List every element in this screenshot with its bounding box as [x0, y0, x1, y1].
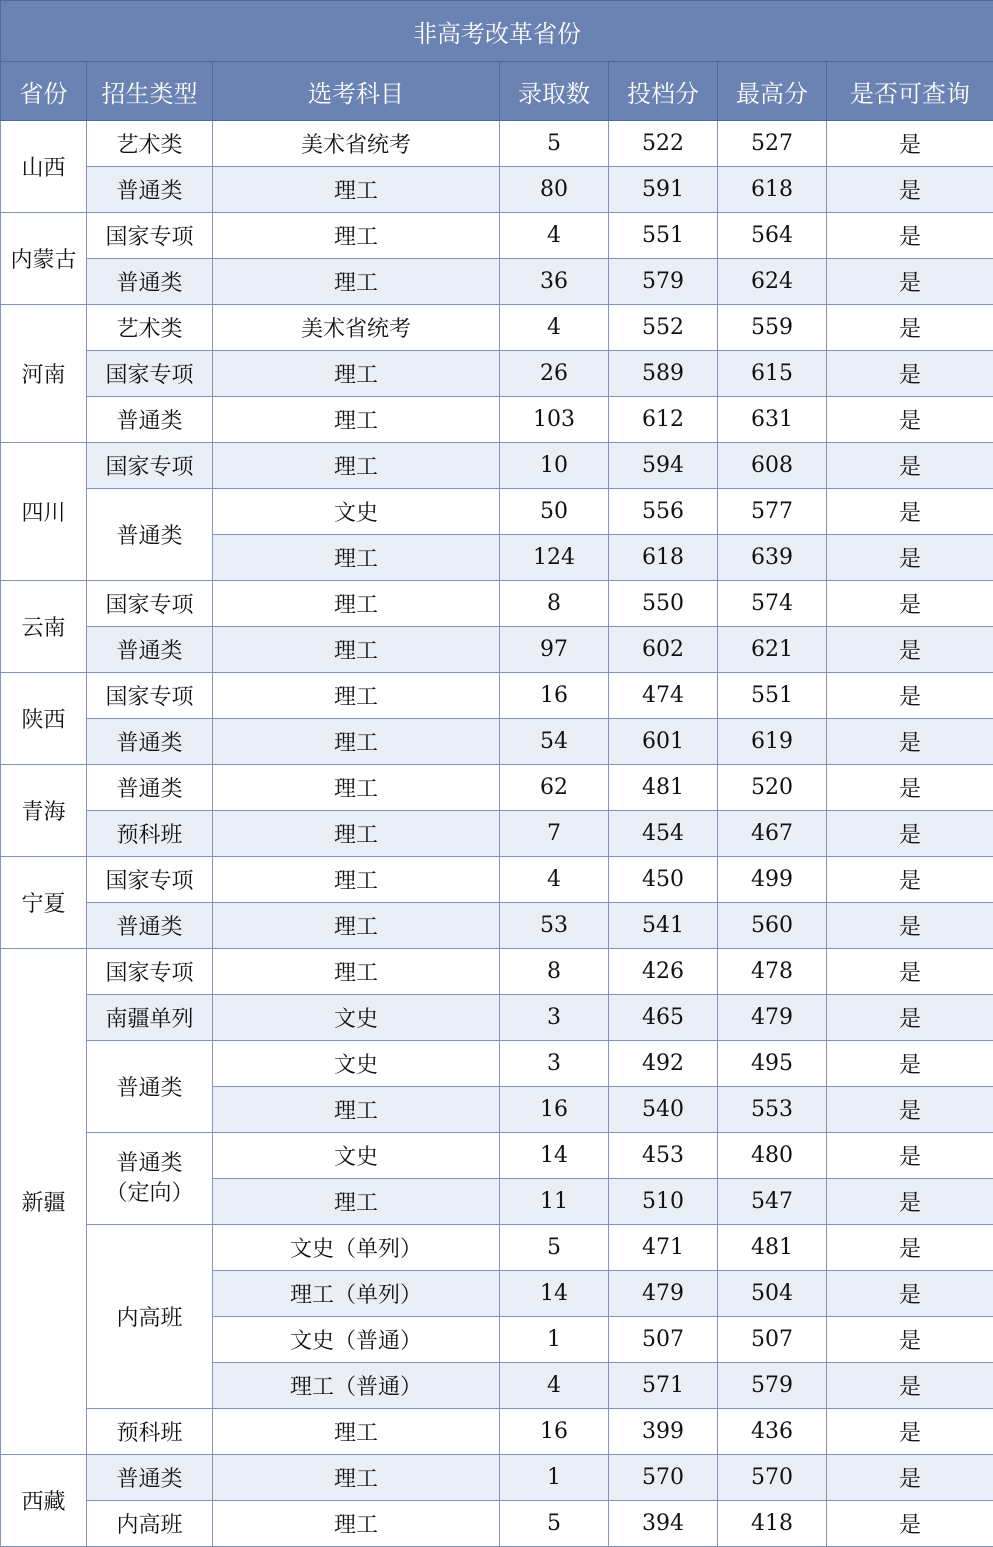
table-row — [1, 673, 993, 719]
province-cell: 内蒙古 — [1, 213, 87, 305]
subject-cell: 理工 — [213, 627, 500, 673]
admission-type-cell: 普通类 — [87, 719, 213, 765]
subject-cell: 理工 — [213, 1455, 500, 1501]
admission-type-cell: 普通类 — [87, 167, 213, 213]
table-title: 非高考改革省份 — [1, 1, 993, 62]
admitted-count-cell: 26 — [500, 351, 609, 397]
queryable-cell: 是 — [827, 1087, 993, 1133]
subject-cell: 理工 — [213, 673, 500, 719]
subject-cell: 理工 — [213, 443, 500, 489]
queryable-cell: 是 — [827, 213, 993, 259]
header-cutoff-score: 投档分 — [609, 62, 718, 121]
admitted-count-cell: 3 — [500, 1041, 609, 1087]
queryable-cell: 是 — [827, 1501, 993, 1547]
admitted-count-cell: 4 — [500, 305, 609, 351]
subject-cell: 文史 — [213, 1041, 500, 1087]
admitted-count-cell: 62 — [500, 765, 609, 811]
highest-score-cell: 481 — [718, 1225, 827, 1271]
queryable-cell: 是 — [827, 1041, 993, 1087]
cutoff-score-cell: 601 — [609, 719, 718, 765]
cutoff-score-cell: 465 — [609, 995, 718, 1041]
subject-cell: 理工 — [213, 167, 500, 213]
queryable-cell: 是 — [827, 1271, 993, 1317]
admitted-count-cell: 1 — [500, 1317, 609, 1363]
highest-score-cell: 504 — [718, 1271, 827, 1317]
admission-type-cell: 内高班 — [87, 1501, 213, 1547]
cutoff-score-cell: 618 — [609, 535, 718, 581]
admitted-count-cell: 1 — [500, 1455, 609, 1501]
province-cell: 陕西 — [1, 673, 87, 765]
province-cell: 河南 — [1, 305, 87, 443]
queryable-cell: 是 — [827, 443, 993, 489]
table-row — [1, 259, 993, 305]
admission-type-cell: 普通类 （定向） — [87, 1133, 213, 1225]
province-cell: 新疆 — [1, 949, 87, 1455]
admitted-count-cell: 16 — [500, 1087, 609, 1133]
highest-score-cell: 564 — [718, 213, 827, 259]
highest-score-cell: 608 — [718, 443, 827, 489]
admitted-count-cell: 124 — [500, 535, 609, 581]
highest-score-cell: 551 — [718, 673, 827, 719]
admission-type-cell: 国家专项 — [87, 443, 213, 489]
admitted-count-cell: 4 — [500, 213, 609, 259]
highest-score-cell: 560 — [718, 903, 827, 949]
table-row — [1, 1041, 993, 1087]
cutoff-score-cell: 426 — [609, 949, 718, 995]
queryable-cell: 是 — [827, 581, 993, 627]
admitted-count-cell: 103 — [500, 397, 609, 443]
header-province: 省份 — [1, 62, 87, 121]
highest-score-cell: 574 — [718, 581, 827, 627]
highest-score-cell: 480 — [718, 1133, 827, 1179]
cutoff-score-cell: 552 — [609, 305, 718, 351]
cutoff-score-cell: 479 — [609, 1271, 718, 1317]
table-row — [1, 351, 993, 397]
subject-cell: 理工 — [213, 949, 500, 995]
subject-cell: 理工 — [213, 811, 500, 857]
queryable-cell: 是 — [827, 305, 993, 351]
highest-score-cell: 478 — [718, 949, 827, 995]
table-row — [1, 811, 993, 857]
highest-score-cell: 547 — [718, 1179, 827, 1225]
table-row — [1, 489, 993, 535]
admitted-count-cell: 5 — [500, 121, 609, 167]
cutoff-score-cell: 453 — [609, 1133, 718, 1179]
table-row — [1, 443, 993, 489]
cutoff-score-cell: 570 — [609, 1455, 718, 1501]
table-row — [1, 903, 993, 949]
admission-type-cell: 国家专项 — [87, 351, 213, 397]
admission-type-cell: 国家专项 — [87, 949, 213, 995]
admission-type-cell: 普通类 — [87, 903, 213, 949]
cutoff-score-cell: 571 — [609, 1363, 718, 1409]
highest-score-cell: 553 — [718, 1087, 827, 1133]
admitted-count-cell: 8 — [500, 581, 609, 627]
admission-type-cell: 普通类 — [87, 1455, 213, 1501]
admission-type-cell: 预科班 — [87, 1409, 213, 1455]
province-cell: 西藏 — [1, 1455, 87, 1547]
queryable-cell: 是 — [827, 121, 993, 167]
admission-type-cell: 普通类 — [87, 397, 213, 443]
table-row — [1, 167, 993, 213]
subject-cell: 理工 — [213, 259, 500, 305]
table-row — [1, 581, 993, 627]
highest-score-cell: 624 — [718, 259, 827, 305]
table-row — [1, 213, 993, 259]
cutoff-score-cell: 551 — [609, 213, 718, 259]
subject-cell: 文史（普通） — [213, 1317, 500, 1363]
cutoff-score-cell: 594 — [609, 443, 718, 489]
subject-cell: 理工 — [213, 535, 500, 581]
subject-cell: 文史 — [213, 995, 500, 1041]
queryable-cell: 是 — [827, 995, 993, 1041]
queryable-cell: 是 — [827, 1409, 993, 1455]
subject-cell: 理工 — [213, 1179, 500, 1225]
admitted-count-cell: 50 — [500, 489, 609, 535]
admission-type-cell: 普通类 — [87, 1041, 213, 1133]
subject-cell: 理工 — [213, 581, 500, 627]
province-cell: 青海 — [1, 765, 87, 857]
header-queryable: 是否可查询 — [827, 62, 993, 121]
highest-score-cell: 495 — [718, 1041, 827, 1087]
cutoff-score-cell: 492 — [609, 1041, 718, 1087]
header-highest-score: 最高分 — [718, 62, 827, 121]
queryable-cell: 是 — [827, 903, 993, 949]
admitted-count-cell: 53 — [500, 903, 609, 949]
table-row — [1, 765, 993, 811]
admitted-count-cell: 14 — [500, 1271, 609, 1317]
admission-type-cell: 艺术类 — [87, 305, 213, 351]
admission-type-cell: 艺术类 — [87, 121, 213, 167]
subject-cell: 理工（普通） — [213, 1363, 500, 1409]
queryable-cell: 是 — [827, 949, 993, 995]
admitted-count-cell: 16 — [500, 1409, 609, 1455]
admission-type-cell: 国家专项 — [87, 857, 213, 903]
highest-score-cell: 520 — [718, 765, 827, 811]
table-row — [1, 1225, 993, 1271]
queryable-cell: 是 — [827, 489, 993, 535]
cutoff-score-cell: 541 — [609, 903, 718, 949]
admitted-count-cell: 11 — [500, 1179, 609, 1225]
highest-score-cell: 639 — [718, 535, 827, 581]
table-row — [1, 305, 993, 351]
queryable-cell: 是 — [827, 1225, 993, 1271]
subject-cell: 理工 — [213, 1501, 500, 1547]
admission-type-cell: 国家专项 — [87, 213, 213, 259]
subject-cell: 美术省统考 — [213, 121, 500, 167]
cutoff-score-cell: 450 — [609, 857, 718, 903]
highest-score-cell: 507 — [718, 1317, 827, 1363]
cutoff-score-cell: 602 — [609, 627, 718, 673]
table-row — [1, 1501, 993, 1547]
queryable-cell: 是 — [827, 1179, 993, 1225]
cutoff-score-cell: 579 — [609, 259, 718, 305]
province-cell: 宁夏 — [1, 857, 87, 949]
header-admission-type: 招生类型 — [87, 62, 213, 121]
queryable-cell: 是 — [827, 351, 993, 397]
queryable-cell: 是 — [827, 1455, 993, 1501]
highest-score-cell: 631 — [718, 397, 827, 443]
admitted-count-cell: 54 — [500, 719, 609, 765]
admitted-count-cell: 14 — [500, 1133, 609, 1179]
cutoff-score-cell: 394 — [609, 1501, 718, 1547]
header-admitted-count: 录取数 — [500, 62, 609, 121]
admission-type-cell: 南疆单列 — [87, 995, 213, 1041]
admission-type-cell: 国家专项 — [87, 581, 213, 627]
cutoff-score-cell: 399 — [609, 1409, 718, 1455]
subject-cell: 文史 — [213, 1133, 500, 1179]
queryable-cell: 是 — [827, 627, 993, 673]
highest-score-cell: 618 — [718, 167, 827, 213]
highest-score-cell: 467 — [718, 811, 827, 857]
admitted-count-cell: 36 — [500, 259, 609, 305]
table-row — [1, 627, 993, 673]
admitted-count-cell: 97 — [500, 627, 609, 673]
table-row — [1, 1455, 993, 1501]
admitted-count-cell: 7 — [500, 811, 609, 857]
table-row — [1, 1409, 993, 1455]
highest-score-cell: 621 — [718, 627, 827, 673]
cutoff-score-cell: 507 — [609, 1317, 718, 1363]
admitted-count-cell: 16 — [500, 673, 609, 719]
subject-cell: 理工 — [213, 1087, 500, 1133]
table-row — [1, 857, 993, 903]
table-row — [1, 949, 993, 995]
subject-cell: 理工 — [213, 351, 500, 397]
highest-score-cell: 615 — [718, 351, 827, 397]
table-row — [1, 1133, 993, 1179]
admission-type-cell: 普通类 — [87, 259, 213, 305]
highest-score-cell: 577 — [718, 489, 827, 535]
subject-cell: 理工 — [213, 719, 500, 765]
subject-cell: 理工 — [213, 857, 500, 903]
table-row — [1, 121, 993, 167]
subject-cell: 美术省统考 — [213, 305, 500, 351]
highest-score-cell: 418 — [718, 1501, 827, 1547]
queryable-cell: 是 — [827, 259, 993, 305]
header-row — [1, 62, 993, 121]
cutoff-score-cell: 550 — [609, 581, 718, 627]
admitted-count-cell: 80 — [500, 167, 609, 213]
queryable-cell: 是 — [827, 857, 993, 903]
subject-cell: 理工（单列） — [213, 1271, 500, 1317]
cutoff-score-cell: 481 — [609, 765, 718, 811]
cutoff-score-cell: 612 — [609, 397, 718, 443]
queryable-cell: 是 — [827, 811, 993, 857]
province-cell: 四川 — [1, 443, 87, 581]
subject-cell: 文史（单列） — [213, 1225, 500, 1271]
highest-score-cell: 570 — [718, 1455, 827, 1501]
admitted-count-cell: 4 — [500, 1363, 609, 1409]
subject-cell: 理工 — [213, 903, 500, 949]
cutoff-score-cell: 471 — [609, 1225, 718, 1271]
admitted-count-cell: 10 — [500, 443, 609, 489]
queryable-cell: 是 — [827, 673, 993, 719]
admission-type-cell: 普通类 — [87, 489, 213, 581]
queryable-cell: 是 — [827, 1363, 993, 1409]
queryable-cell: 是 — [827, 167, 993, 213]
subject-cell: 理工 — [213, 1409, 500, 1455]
table-row — [1, 719, 993, 765]
admission-type-cell: 普通类 — [87, 765, 213, 811]
cutoff-score-cell: 474 — [609, 673, 718, 719]
admitted-count-cell: 8 — [500, 949, 609, 995]
queryable-cell: 是 — [827, 535, 993, 581]
admission-type-cell: 内高班 — [87, 1225, 213, 1409]
header-subject: 选考科目 — [213, 62, 500, 121]
queryable-cell: 是 — [827, 765, 993, 811]
cutoff-score-cell: 540 — [609, 1087, 718, 1133]
subject-cell: 理工 — [213, 397, 500, 443]
admission-type-cell: 预科班 — [87, 811, 213, 857]
subject-cell: 理工 — [213, 213, 500, 259]
highest-score-cell: 619 — [718, 719, 827, 765]
admission-type-cell: 普通类 — [87, 627, 213, 673]
subject-cell: 文史 — [213, 489, 500, 535]
table-row — [1, 397, 993, 443]
cutoff-score-cell: 591 — [609, 167, 718, 213]
cutoff-score-cell: 522 — [609, 121, 718, 167]
admission-type-cell: 国家专项 — [87, 673, 213, 719]
cutoff-score-cell: 454 — [609, 811, 718, 857]
highest-score-cell: 499 — [718, 857, 827, 903]
queryable-cell: 是 — [827, 397, 993, 443]
table-row — [1, 995, 993, 1041]
queryable-cell: 是 — [827, 719, 993, 765]
queryable-cell: 是 — [827, 1133, 993, 1179]
table-body — [1, 121, 993, 1547]
admitted-count-cell: 3 — [500, 995, 609, 1041]
province-cell: 山西 — [1, 121, 87, 213]
admitted-count-cell: 5 — [500, 1501, 609, 1547]
highest-score-cell: 527 — [718, 121, 827, 167]
province-cell: 云南 — [1, 581, 87, 673]
subject-cell: 理工 — [213, 765, 500, 811]
admitted-count-cell: 4 — [500, 857, 609, 903]
queryable-cell: 是 — [827, 1317, 993, 1363]
cutoff-score-cell: 589 — [609, 351, 718, 397]
highest-score-cell: 559 — [718, 305, 827, 351]
cutoff-score-cell: 556 — [609, 489, 718, 535]
admitted-count-cell: 5 — [500, 1225, 609, 1271]
highest-score-cell: 579 — [718, 1363, 827, 1409]
highest-score-cell: 479 — [718, 995, 827, 1041]
highest-score-cell: 436 — [718, 1409, 827, 1455]
cutoff-score-cell: 510 — [609, 1179, 718, 1225]
